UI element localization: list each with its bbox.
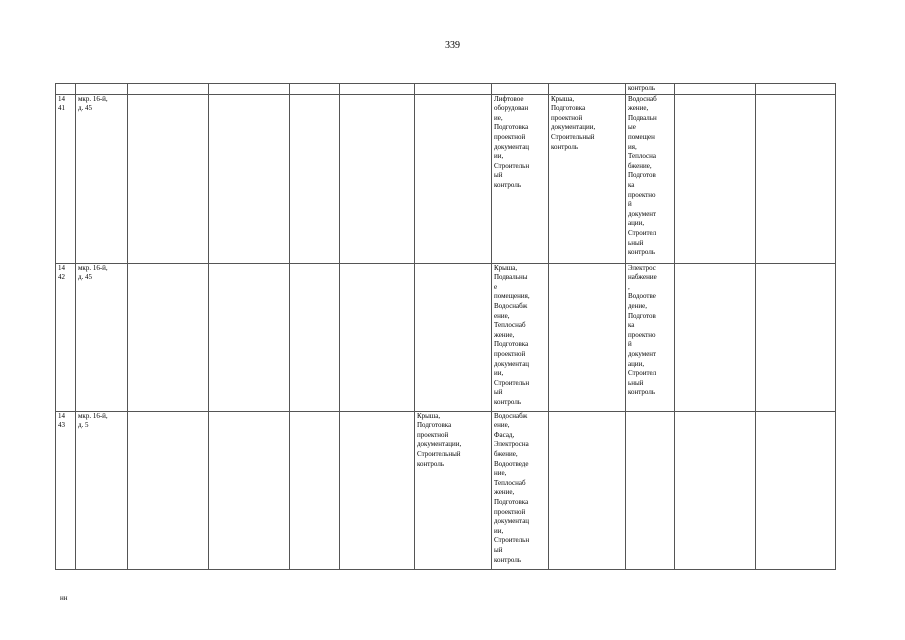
table-cell: Лифтовое оборудован ие, Подготовка проектной документац ии, Строительн ый контроль: [492, 94, 549, 263]
address-cell: мкр. 16-й, д. 5: [76, 411, 128, 569]
table-cell: [626, 411, 675, 569]
table-cell: [415, 263, 492, 411]
page-number: 339: [445, 40, 460, 51]
table-cell: [549, 263, 626, 411]
table-row: [56, 411, 836, 569]
table-row: [56, 94, 836, 263]
footer-note: нн: [60, 594, 68, 602]
table-row: [56, 84, 836, 95]
table-cell: Крыша, Подготовка проектной документации, Строительный контроль: [415, 411, 492, 569]
table-cell: Крыша, Подвальны е помещения, Водоснабж ение, Теплоснаб жение, Подготовка проектной документац ии, Строительн ый контроль: [492, 263, 549, 411]
address-cell: мкр. 16-й, д. 45: [76, 263, 128, 411]
table-cell: Водоснаб жение, Подвальн ые помещен ия, Теплосна бжение, Подготов ка проектно й документ ации, Строител ьный контроль: [626, 94, 675, 263]
row-number: 14 41: [56, 94, 76, 263]
table-cell: Крыша, Подготовка проектной документации, Строительный контроль: [549, 94, 626, 263]
table-cell: [549, 411, 626, 569]
capital-repair-table: [55, 83, 836, 570]
table-cell: Водоснабж ение, Фасад, Электросна бжение, Водоотведе ние, Теплоснаб жение, Подготовка проектной документац ии, Строительн ый контроль: [492, 411, 549, 569]
table-cell: контроль: [626, 84, 675, 95]
row-number: 14 42: [56, 263, 76, 411]
table-cell: Электрос набжение , Водоотве дение, Подготов ка проектно й документ ации, Строител ьный контроль: [626, 263, 675, 411]
row-number: 14 43: [56, 411, 76, 569]
table-row: [56, 263, 836, 411]
address-cell: мкр. 16-й, д. 45: [76, 94, 128, 263]
table-cell: [415, 94, 492, 263]
